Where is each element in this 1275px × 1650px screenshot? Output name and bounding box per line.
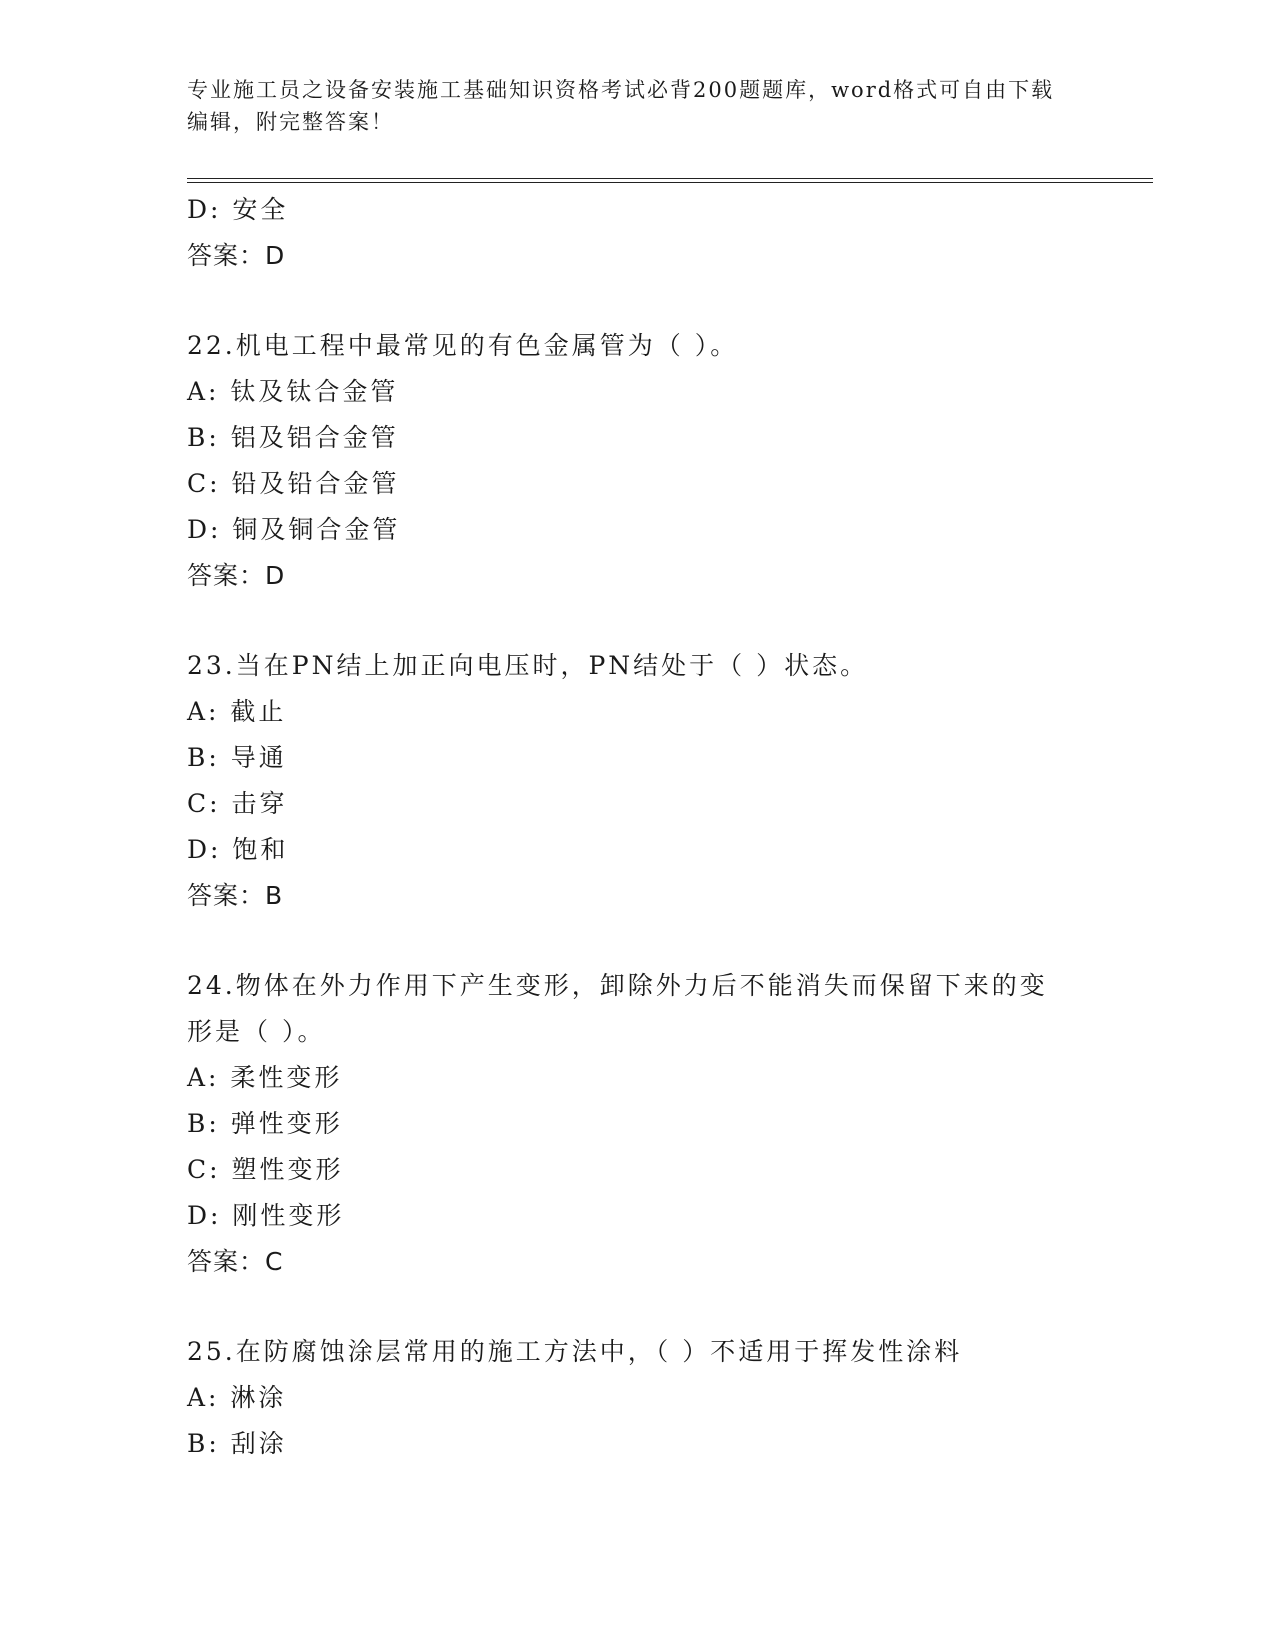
question-text: 25.在防腐蚀涂层常用的施工方法中，（ ）不适用于挥发性涂料 bbox=[187, 1337, 963, 1366]
option-d: D: 铜及铜合金管 bbox=[187, 515, 401, 544]
option-b: B: 刮涂 bbox=[187, 1429, 287, 1458]
option-b: B: 弹性变形 bbox=[187, 1109, 343, 1138]
option-a: A: 柔性变形 bbox=[187, 1063, 343, 1092]
option-d: D: 饱和 bbox=[187, 835, 289, 864]
option-b: B: 铝及铝合金管 bbox=[187, 423, 399, 452]
question-block-25 bbox=[187, 1329, 1087, 1467]
option-c: C: 塑性变形 bbox=[187, 1155, 344, 1184]
question-list bbox=[187, 187, 1087, 1467]
question-text: 22.机电工程中最常见的有色金属管为（ ）。 bbox=[187, 331, 739, 360]
answer-label: 答案：B bbox=[187, 881, 284, 910]
header-divider bbox=[187, 178, 1153, 183]
option-a: A: 淋涂 bbox=[187, 1383, 287, 1412]
prev-question-answer: 答案：D bbox=[187, 241, 286, 270]
question-text: 24.物体在外力作用下产生变形，卸除外力后不能消失而保留下来的变形是（ ）。 bbox=[187, 971, 1048, 1046]
question-block-23 bbox=[187, 643, 1087, 919]
question-text: 23.当在PN结上加正向电压时，PN结处于（ ）状态。 bbox=[187, 651, 869, 680]
option-b: B: 导通 bbox=[187, 743, 287, 772]
option-a: A: 截止 bbox=[187, 697, 287, 726]
prev-question-option-d: D: 安全 bbox=[187, 195, 289, 224]
option-a: A: 钛及钛合金管 bbox=[187, 377, 399, 406]
document-header: 专业施工员之设备安装施工基础知识资格考试必背200题题库，word格式可自由下载编辑，附完整答案！ bbox=[187, 78, 1055, 134]
question-block-24 bbox=[187, 963, 1087, 1285]
answer-label: 答案：C bbox=[187, 1247, 284, 1276]
option-c: C: 铅及铅合金管 bbox=[187, 469, 400, 498]
answer-label: 答案：D bbox=[187, 561, 286, 590]
option-c: C: 击穿 bbox=[187, 789, 288, 818]
question-block-22 bbox=[187, 323, 1087, 599]
option-d: D: 刚性变形 bbox=[187, 1201, 345, 1230]
